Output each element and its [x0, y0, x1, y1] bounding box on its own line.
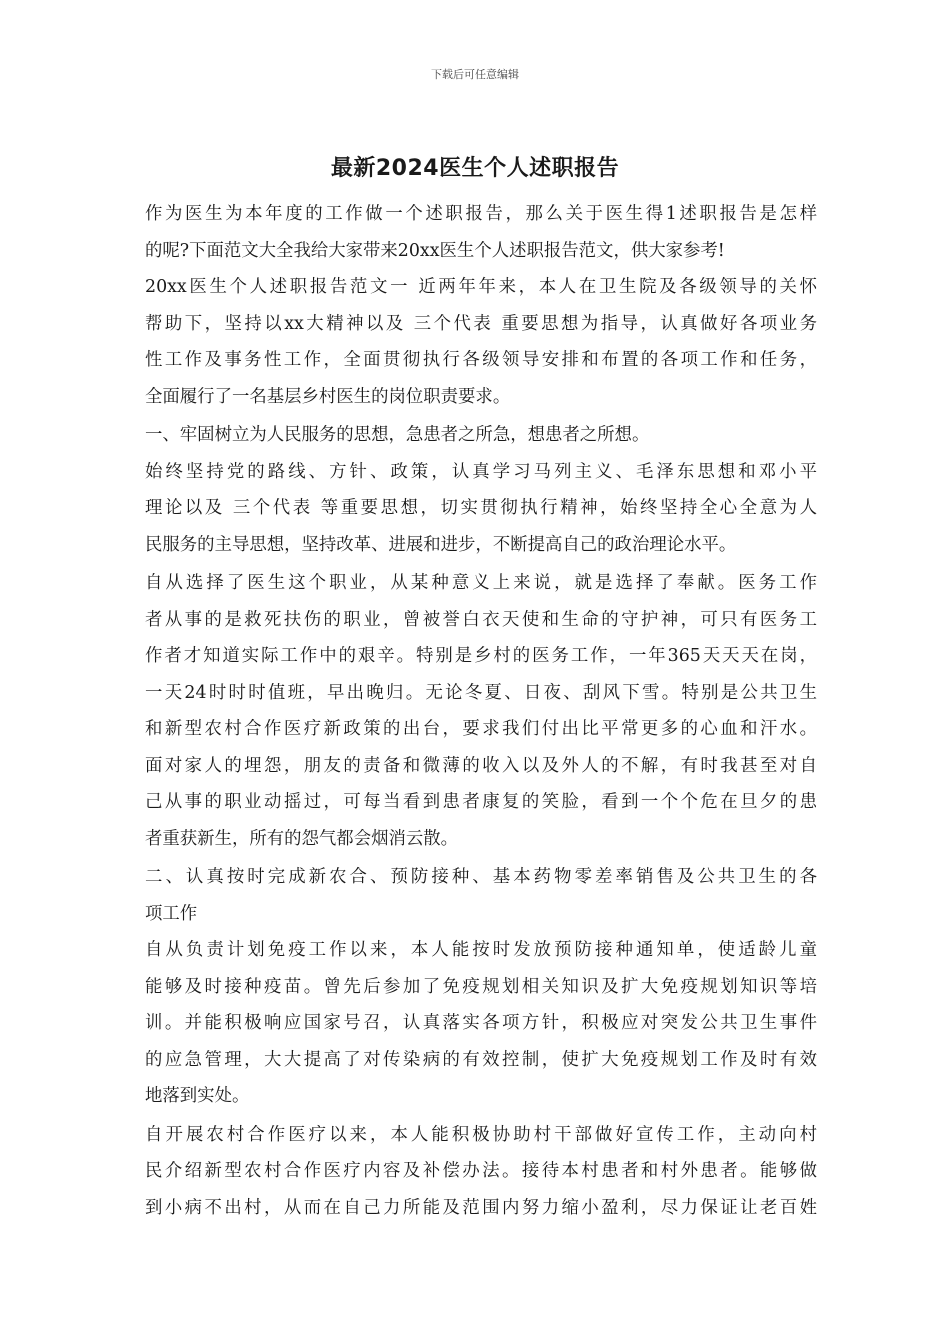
header-note: 下载后可任意编辑 [431, 68, 519, 81]
body-line: 者重获新生，所有的怨气都会烟消云散。 [145, 828, 459, 849]
body-line: 面对家人的埋怨，朋友的责备和微薄的收入以及外人的不解，有时我甚至对自 [145, 755, 817, 776]
body-line: 一、牢固树立为人民服务的思想，急患者之所急，想患者之所想。 [145, 425, 650, 445]
body-line: 一天24时时时值班，早出晚归。无论冬夏、日夜、刮风下雪。特别是公共卫生 [145, 682, 817, 703]
body-line: 的应急管理，大大提高了对传染病的有效控制，使扩大免疫规划工作及时有效 [145, 1049, 817, 1070]
body-line: 自开展农村合作医疗以来，本人能积极协助村干部做好宣传工作，主动向村 [145, 1124, 817, 1145]
body-line: 地落到实处。 [145, 1086, 250, 1106]
body-line: 自从负责计划免疫工作以来，本人能按时发放预防接种通知单，使适龄儿童 [145, 940, 817, 960]
body-line: 性工作及事务性工作，全面贯彻执行各级领导安排和布置的各项工作和任务， [145, 350, 817, 370]
body-line: 项工作 [145, 903, 198, 924]
body-line: 作者才知道实际工作中的艰辛。特别是乡村的医务工作，一年365天天天在岗， [145, 646, 817, 666]
body-line: 帮助下，坚持以xx大精神以及 三个代表 重要思想为指导，认真做好各项业务 [145, 313, 817, 334]
document-body [145, 196, 817, 1226]
body-line: 理论以及 三个代表 等重要思想，切实贯彻执行精神，始终坚持全心全意为人 [145, 498, 817, 518]
body-line: 和新型农村合作医疗新政策的出台，要求我们付出比平常更多的心血和汗水。 [145, 719, 817, 739]
body-line: 己从事的职业动摇过，可每当看到患者康复的笑脸，看到一个个危在旦夕的患 [145, 792, 817, 812]
body-line: 能够及时接种疫苗。曾先后参加了免疫规划相关知识及扩大免疫规划知识等培 [145, 976, 817, 997]
document-title: 最新2024医生个人述职报告 [330, 156, 620, 181]
body-line: 全面履行了一名基层乡村医生的岗位职责要求。 [145, 386, 511, 407]
body-line: 训。并能积极响应国家号召，认真落实各项方针，积极应对突发公共卫生事件 [145, 1013, 817, 1033]
body-line: 始终坚持党的路线、方针、政策，认真学习马列主义、毛泽东思想和邓小平 [145, 461, 817, 482]
body-line: 民介绍新型农村合作医疗内容及补偿办法。接待本村患者和村外患者。能够做 [145, 1161, 817, 1181]
body-line: 民服务的主导思想，坚持改革、进展和进步，不断提高自己的政治理论水平。 [145, 534, 737, 555]
body-line: 二、认真按时完成新农合、预防接种、基本药物零差率销售及公共卫生的各 [145, 867, 817, 887]
body-line: 的呢?下面范文大全我给大家带来20xx医生个人述职报告范文，供大家参考! [145, 240, 725, 261]
body-line: 20xx医生个人述职报告范文一 近两年年来，本人在卫生院及各级领导的关怀 [145, 277, 817, 297]
body-line: 到小病不出村，从而在自己力所能及范围内努力缩小盈利，尽力保证让老百姓 [145, 1197, 817, 1218]
body-line: 自从选择了医生这个职业，从某种意义上来说，就是选择了奉献。医务工作 [145, 573, 817, 593]
body-line: 者从事的是救死扶伤的职业，曾被誉白衣天使和生命的守护神，可只有医务工 [145, 609, 817, 630]
body-line: 作为医生为本年度的工作做一个述职报告，那么关于医生得1述职报告是怎样 [145, 204, 817, 224]
